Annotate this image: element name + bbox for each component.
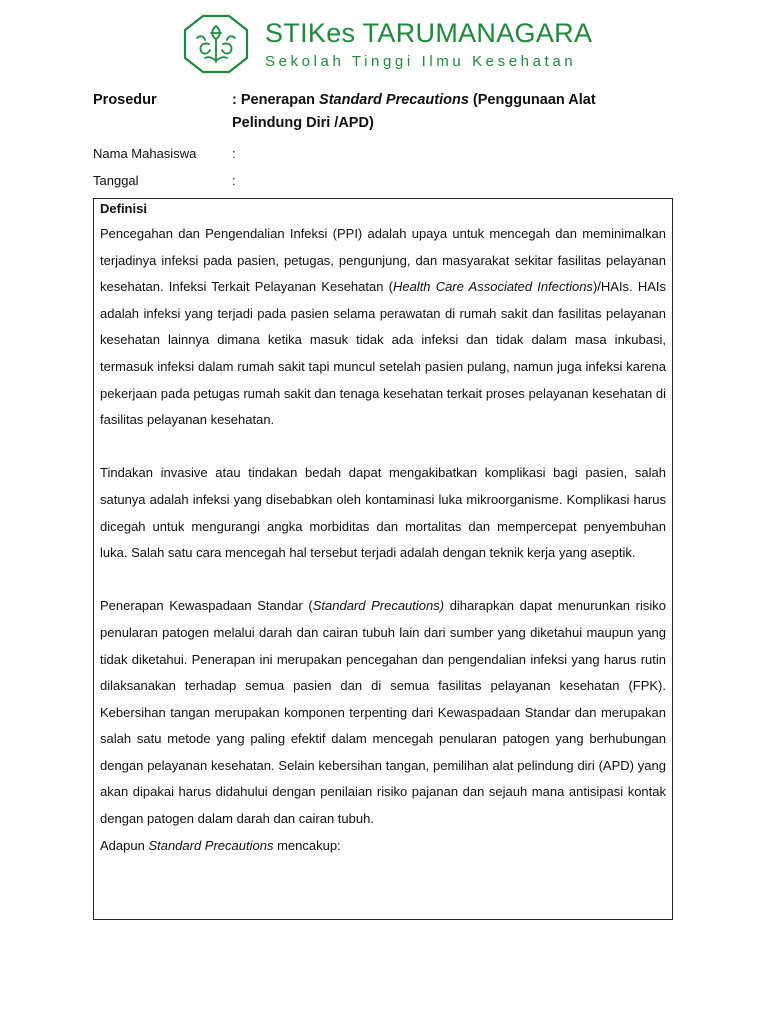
- school-logo-icon: [183, 14, 249, 74]
- definition-title: Definisi: [100, 201, 147, 216]
- procedure-italic: Standard Precautions: [319, 92, 469, 108]
- date-value: :: [232, 173, 236, 188]
- procedure-suffix: (Penggunaan Alat Pelindung Diri /APD): [232, 92, 596, 131]
- procedure-title: [232, 89, 642, 135]
- p1-text-a: Pencegahan dan Pengendalian Infeksi (PPI) adalah upaya untuk mencegah dan meminimalkan terjadinya infeksi pada pasien, petugas, pengunjung, dan masyarakat sekitar fasilitas pelayanan kesehatan. Infeksi Terkait Pelayanan Kesehatan (: [100, 226, 666, 295]
- student-name-value: :: [232, 146, 236, 161]
- p4-text-b: mencakup:: [273, 837, 341, 853]
- definition-paragraph-4: [100, 833, 666, 860]
- p1-italic: Health Care Associated Infections: [392, 279, 593, 295]
- definition-paragraph-1: [100, 221, 666, 434]
- p4-text-a: Adapun: [100, 837, 149, 853]
- p3-text-a: Penerapan Kewaspadaan Standar (: [100, 598, 313, 614]
- paragraph-gap: [100, 434, 666, 461]
- definition-paragraph-3: [100, 593, 666, 832]
- p1-text-b: )/HAIs. HAIs adalah infeksi yang terjadi pada pasien selama perawatan di rumah sakit dan fasilitas pelayanan kesehatan lainnya dimana ketika masuk tidak ada infeksi dan tidak dalam masa inkubasi, termasuk infeksi dalam rumah sakit tapi muncul setelah pasien pulang, namun juga infeksi karena pekerjaan pada petugas rumah sakit dan tenaga kesehatan terkait proses pelayanan kesehatan di fasilitas pelayanan kesehatan.: [100, 279, 666, 428]
- procedure-prefix: : Penerapan: [232, 92, 320, 108]
- brand-block: [265, 16, 592, 72]
- paragraph-gap: [100, 567, 666, 594]
- student-name-label: Nama Mahasiswa: [93, 146, 197, 161]
- definition-paragraph-2: Tindakan invasive atau tindakan bedah dapat mengakibatkan komplikasi bagi pasien, salah satunya adalah infeksi yang disebabkan oleh kontaminasi luka mikroorganisme. Komplikasi harus dicegah untuk mengurangi angka morbiditas dan mortalitas dan mempercepat penyembuhan luka. Salah satu cara mencegah hal tersebut terjadi adalah dengan teknik kerja yang aseptik.: [100, 465, 666, 561]
- p4-italic: Standard Precautions: [148, 837, 274, 853]
- definition-box: [93, 198, 673, 920]
- date-label: Tanggal: [93, 173, 139, 188]
- page-header: [183, 14, 603, 76]
- brand-subtitle: Sekolah Tinggi Ilmu Kesehatan: [265, 53, 577, 70]
- procedure-label: Prosedur: [93, 92, 157, 108]
- p3-italic: Standard Precautions): [312, 598, 445, 614]
- brand-name: STIKes TARUMANAGARA: [265, 18, 593, 48]
- p3-text-b: diharapkan dapat menurunkan risiko penularan patogen melalui darah dan cairan tubuh lain dari sumber yang diketahui maupun yang tidak diketahui. Penerapan ini merupakan pencegahan dan pengendalian infeksi yang harus rutin dilaksanakan terhadap semua pasien dan di semua fasilitas pelayanan kesehatan (FPK). Kebersihan tangan merupakan komponen terpenting dari Kewaspadaan Standar dan merupakan salah satu metode yang paling efektif dalam mencegah penularan patogen yang berhubungan dengan pelayanan kesehatan. Selain kebersihan tangan, pemilihan alat pelindung diri (APD) yang akan dipakai harus didahului dengan penilaian risiko pajanan dan sejauh mana antisipasi kontak dengan patogen dalam darah dan cairan tubuh.: [100, 598, 666, 827]
